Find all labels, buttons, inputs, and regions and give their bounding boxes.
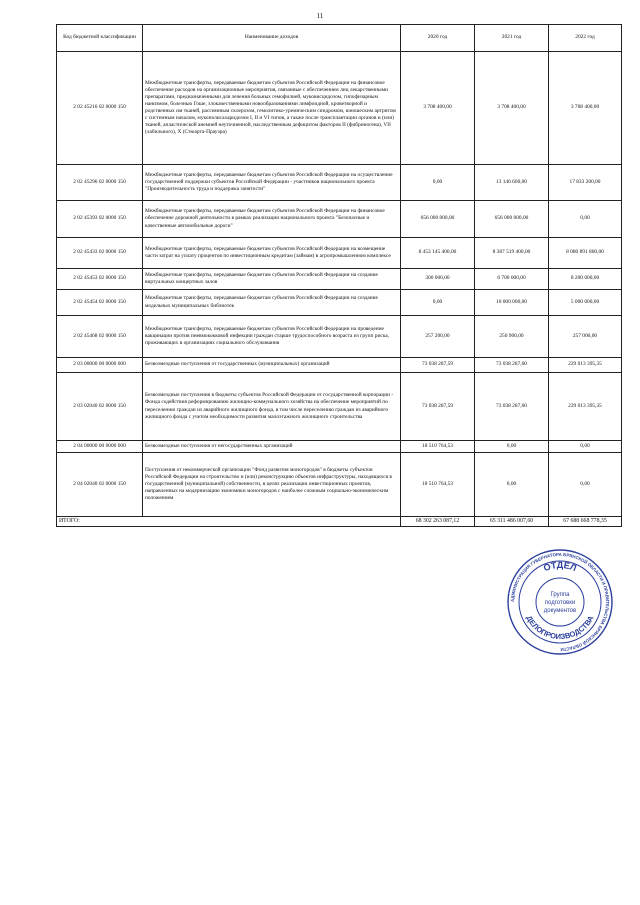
row-value-2020: 73 038 287,59 <box>401 358 475 373</box>
row-value-2021: 0,00 <box>475 453 549 517</box>
row-code: 2 02 45296 02 0000 150 <box>57 165 143 201</box>
row-code: 2 03 00000 00 0000 000 <box>57 358 143 373</box>
department-stamp <box>506 548 614 656</box>
total-row <box>57 517 622 527</box>
row-value-2022: 229 013 395,35 <box>549 373 622 441</box>
table-header-row <box>57 25 622 52</box>
row-value-2021: 256 900,00 <box>475 316 549 358</box>
row-value-2021: 3 708 400,00 <box>475 52 549 165</box>
row-value-2021: 656 000 000,00 <box>475 201 549 238</box>
table-row <box>57 373 622 441</box>
total-2022: 67 688 668 778,35 <box>549 517 622 527</box>
table-row <box>57 269 622 290</box>
stamp-center-line-2: подготовки <box>544 600 576 606</box>
row-value-2020: 18 510 764,53 <box>401 453 475 517</box>
row-value-2020: 0,00 <box>401 290 475 316</box>
row-value-2021: 10 000 000,00 <box>475 290 549 316</box>
row-code: 2 02 45433 02 0000 150 <box>57 238 143 269</box>
row-name: Межбюджетные трансферты, передаваемые бюджетам субъектов Российской Федерации на проведение вакцинации против пневмококковой инфекции граждан старше трудоспособного возраста из групп риска, проживающих в организациях социального обслуживания <box>143 316 401 358</box>
row-name: Межбюджетные трансферты, передаваемые бюджетам субъектов Российской Федерации на осуществление государственной поддержки субъектов Российской Федерации - участников национального проекта "Производительность труда и поддержка занятости" <box>143 165 401 201</box>
row-code: 2 02 45453 02 0000 150 <box>57 269 143 290</box>
row-code: 2 04 02040 02 0000 150 <box>57 453 143 517</box>
table-row <box>57 453 622 517</box>
table-row <box>57 238 622 269</box>
row-value-2022: 257 000,00 <box>549 316 622 358</box>
table-row <box>57 52 622 165</box>
row-name: Безвозмездные поступления от негосударственных организаций <box>143 441 401 453</box>
stamp-bottom-text: ДЕЛОПРОИЗВОДСТВА <box>524 614 596 642</box>
row-value-2022: 3 708 400,00 <box>549 52 622 165</box>
row-name: Межбюджетные трансферты, передаваемые бюджетам субъектов Российской Федерации на финансовое обеспечение дорожной деятельности в рамках реализации национального проекта "Безопасные и качественные автомобильные дороги" <box>143 201 401 238</box>
row-value-2022: 8 080 891 800,00 <box>549 238 622 269</box>
row-value-2022: 5 000 000,00 <box>549 290 622 316</box>
row-value-2020: 3 708 400,00 <box>401 52 475 165</box>
row-value-2022: 17 833 200,00 <box>549 165 622 201</box>
page-number: 11 <box>316 12 324 20</box>
total-2020: 68 302 263 087,12 <box>401 517 475 527</box>
row-name: Безвозмездные поступления в бюджеты субъектов Российской Федерации от государственной корпорации - Фонда содействия реформированию жилищно-коммунального хозяйства на обеспечение мероприятий по переселению граждан из аварийного жилищного фонда, в том числе переселению граждан из аварийного жилищного фонда с учетом необходимости развития малоэтажного жилищного строительства <box>143 373 401 441</box>
row-value-2021: 73 038 287,60 <box>475 358 549 373</box>
stamp-center-line-1: Группа <box>550 592 570 598</box>
row-value-2022: 8 200 000,00 <box>549 269 622 290</box>
row-code: 2 02 45454 02 0000 150 <box>57 290 143 316</box>
row-code: 2 02 45393 02 0000 150 <box>57 201 143 238</box>
row-code: 2 04 00000 00 0000 000 <box>57 441 143 453</box>
stamp-ring-text: АДМИНИСТРАЦИЯ ГУБЕРНАТОРА БРЯНСКОЙ ОБЛАСТИ И ПРАВИТЕЛЬСТВА БРЯНСКОЙ ОБЛАСТИ <box>509 551 611 653</box>
row-value-2022: 0,00 <box>549 453 622 517</box>
row-code: 2 03 02040 02 0000 150 <box>57 373 143 441</box>
table-row <box>57 165 622 201</box>
table-row <box>57 290 622 316</box>
row-value-2022: 0,00 <box>549 201 622 238</box>
row-value-2020: 8 453 145 400,00 <box>401 238 475 269</box>
total-2021: 65 311 486 007,60 <box>475 517 549 527</box>
row-value-2020: 0,00 <box>401 165 475 201</box>
row-name: Межбюджетные трансферты, передаваемые бюджетам субъектов Российской Федерации на создание модельных муниципальных библиотек <box>143 290 401 316</box>
stamp-center-line-3: документов <box>543 608 577 614</box>
table-row <box>57 201 622 238</box>
revenue-table <box>56 24 622 527</box>
row-value-2022: 229 013 395,35 <box>549 358 622 373</box>
table-row <box>57 441 622 453</box>
row-name: Межбюджетные трансферты, передаваемые бюджетам субъектов Российской Федерации на создание виртуальных концертных залов <box>143 269 401 290</box>
header-2022: 2022 год <box>549 25 622 52</box>
row-value-2020: 257 200,00 <box>401 316 475 358</box>
row-value-2020: 73 038 287,59 <box>401 373 475 441</box>
row-code: 2 02 45216 02 0000 150 <box>57 52 143 165</box>
row-value-2020: 300 000,00 <box>401 269 475 290</box>
stamp-top-text: ОТДЕЛ <box>542 559 578 574</box>
table-row <box>57 316 622 358</box>
row-value-2022: 0,00 <box>549 441 622 453</box>
header-2021: 2021 год <box>475 25 549 52</box>
row-value-2020: 656 000 000,00 <box>401 201 475 238</box>
row-value-2021: 0,00 <box>475 441 549 453</box>
table-row <box>57 358 622 373</box>
row-value-2021: 6 700 000,00 <box>475 269 549 290</box>
row-name: Межбюджетные трансферты, передаваемые бюджетам субъектов Российской Федерации на возмещение части затрат на уплату процентов по инвестиционным кредитам (займам) в агропромышленном комплексе <box>143 238 401 269</box>
row-code: 2 02 45468 02 0000 150 <box>57 316 143 358</box>
header-name: Наименование доходов <box>143 25 401 52</box>
row-value-2021: 13 146 600,00 <box>475 165 549 201</box>
row-name: Поступления от некоммерческой организации "Фонд развития моногородов" в бюджеты субъектов Российской Федерации на строительство и (или) реконструкцию объектов инфраструктуры, находящихся в государственной (муниципальной) собственности, в целях реализации инвестиционных проектов, направленных на модернизацию экономики моногородов с наиболее сложным социально-экономическим положением <box>143 453 401 517</box>
header-2020: 2020 год <box>401 25 475 52</box>
header-code: Код бюджетной классификации <box>57 25 143 52</box>
row-value-2021: 73 038 287,60 <box>475 373 549 441</box>
total-label: ИТОГО: <box>57 517 401 527</box>
row-value-2021: 8 387 519 400,00 <box>475 238 549 269</box>
row-name: Межбюджетные трансферты, передаваемые бюджетам субъектов Российской Федерации на финансовое обеспечение расходов на организационные мероприятия, связанные с обеспечением лиц лекарственными препаратами, предназначенными для лечения больных гемофилией, муковисцидозом, гипофизарным нанизмом, болезнью Гоше, злокачественными новообразованиями лимфоидной, кроветворной и родственных им тканей, рассеянным склерозом, гемолитико-уремическим синдромом, юношеским артритом с системным началом, мукополисахаридозом I, II и VI типов, а также после трансплантации органов и (или) тканей, апластической анемией неуточненной, наследственным дефицитом факторов II (фибриногена), VII (лабильного), X (Стюарта-Прауэра) <box>143 52 401 165</box>
row-value-2020: 18 510 764,53 <box>401 441 475 453</box>
row-name: Безвозмездные поступления от государственных (муниципальных) организаций <box>143 358 401 373</box>
